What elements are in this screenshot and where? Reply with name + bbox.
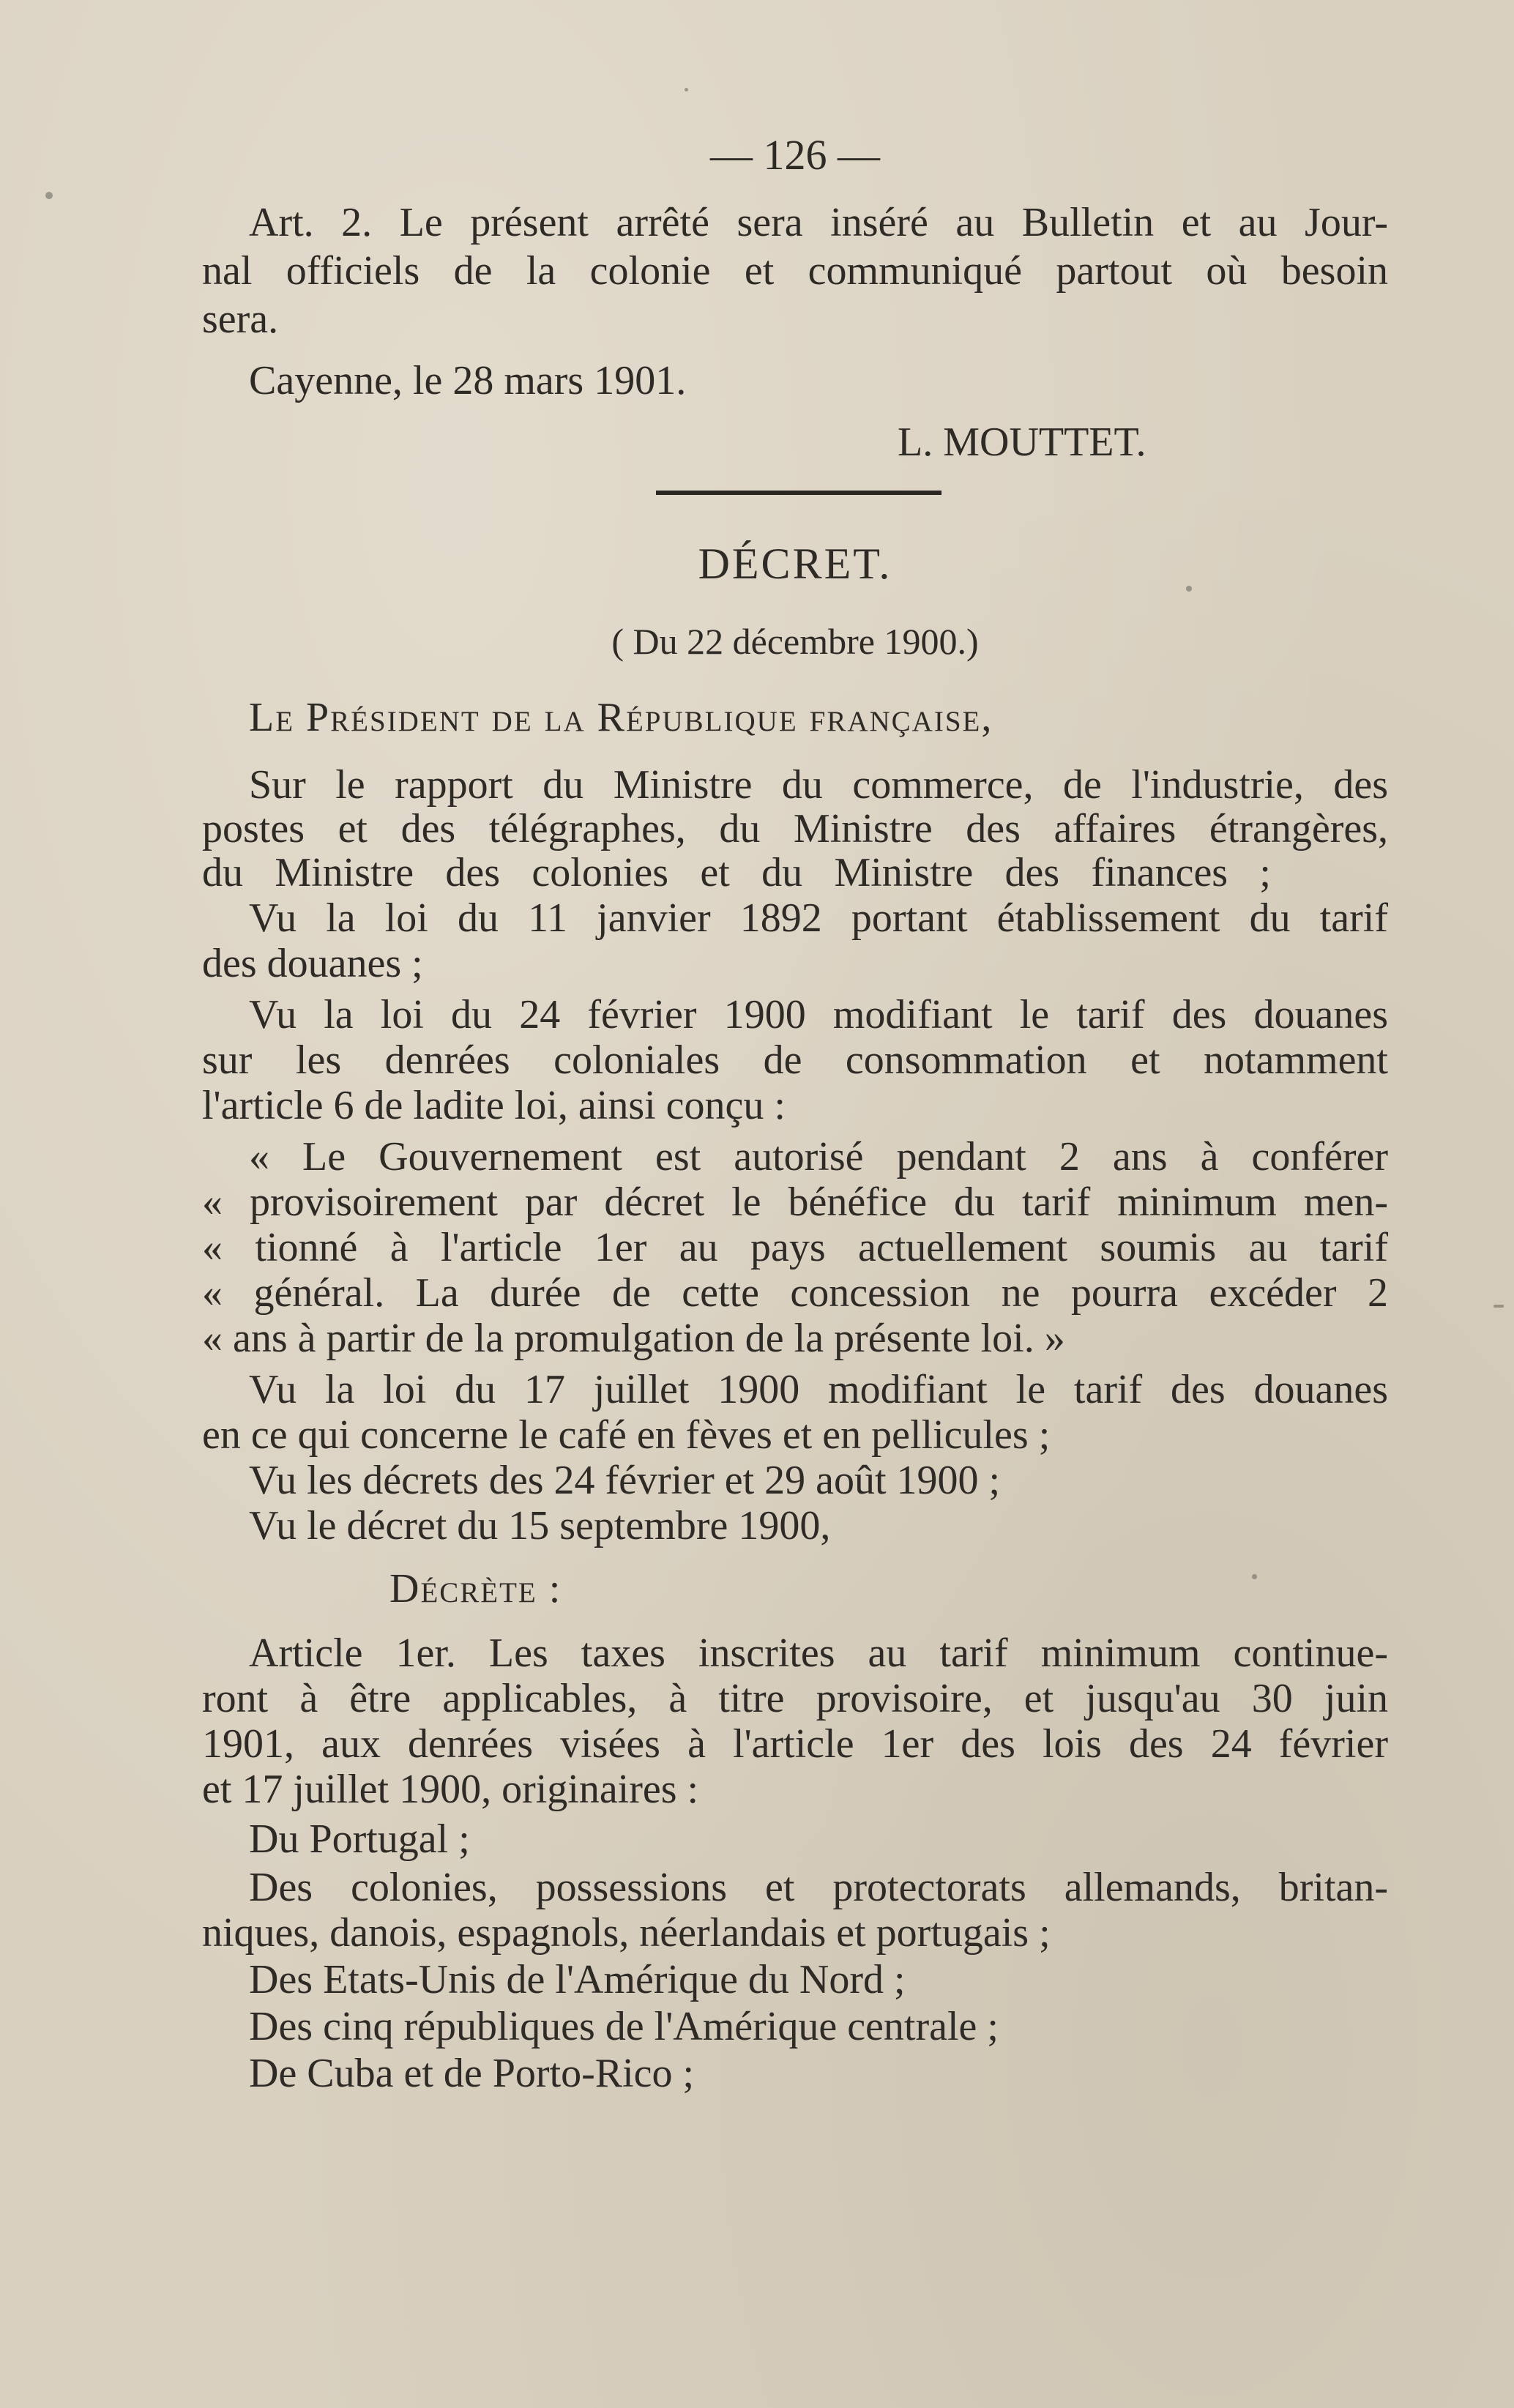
decree-title: DÉCRET. — [698, 540, 892, 588]
section-divider — [656, 491, 941, 495]
quote-line: « ans à partir de la promulgation de la présente loi. » — [202, 1316, 1065, 1361]
decree-date: ( Du 22 décembre 1900.) — [611, 621, 979, 662]
body-line: des douanes ; — [202, 941, 423, 986]
quote-line: « provisoirement par décret le bénéfice du tarif minimum men- — [202, 1179, 1388, 1225]
body-line: Vu les décrets des 24 février et 29 août 1900 ; — [249, 1458, 1001, 1503]
article1-line: 1901, aux denrées visées à l'article 1er des lois des 24 février — [202, 1721, 1388, 1767]
body-line: postes et des télégraphes, du Ministre des affaires étrangères, — [202, 806, 1388, 851]
article1-line: Article 1er. Les taxes inscrites au tarif minimum continue- — [249, 1630, 1388, 1676]
body-line: sur les denrées coloniales de consommation et notamment — [202, 1037, 1388, 1083]
article1-line: Des cinq républiques de l'Amérique centrale ; — [249, 2004, 999, 2049]
body-line: en ce qui concerne le café en fèves et en pellicules ; — [202, 1412, 1051, 1458]
place-date: Cayenne, le 28 mars 1901. — [249, 358, 687, 403]
body-line: Vu la loi du 24 février 1900 modifiant le tarif des douanes — [249, 992, 1388, 1037]
page-number: — 126 — — [710, 131, 880, 179]
article1-line: Des Etats-Unis de l'Amérique du Nord ; — [249, 1957, 906, 2002]
paper-speck — [1494, 1305, 1504, 1308]
paper-speck — [1252, 1574, 1257, 1579]
paper-speck — [45, 192, 53, 199]
article1-line: et 17 juillet 1900, originaires : — [202, 1767, 699, 1812]
paper-speck — [685, 88, 688, 92]
quote-line: « tionné à l'article 1er au pays actuellement soumis au tarif — [202, 1225, 1388, 1270]
quote-line: « général. La durée de cette concession ne pourra excéder 2 — [202, 1270, 1388, 1316]
body-line: Vu le décret du 15 septembre 1900, — [249, 1503, 831, 1548]
article1-line: Des colonies, possessions et protectorats allemands, britan- — [249, 1865, 1388, 1910]
body-line: Vu la loi du 17 juillet 1900 modifiant le tarif des douanes — [249, 1367, 1388, 1412]
article2-line-1: Art. 2. Le présent arrêté sera inséré au Bulletin et au Jour- — [249, 200, 1388, 245]
article1-line: Du Portugal ; — [249, 1816, 470, 1862]
article1-line: De Cuba et de Porto-Rico ; — [249, 2051, 695, 2096]
article1-line: niques, danois, espagnols, néerlandais et portugais ; — [202, 1910, 1051, 1956]
signature: L. MOUTTET. — [898, 420, 1146, 465]
article2-line-2: nal officiels de la colonie et communiqué partout où besoin — [202, 248, 1388, 294]
body-line: l'article 6 de ladite loi, ainsi conçu : — [202, 1083, 786, 1128]
article2-line-3: sera. — [202, 297, 279, 342]
paper-speck — [1186, 586, 1192, 592]
body-line: Vu la loi du 11 janvier 1892 portant établissement du tarif — [249, 895, 1388, 941]
decrete-heading: Décrète : — [389, 1566, 562, 1611]
quote-line: « Le Gouvernement est autorisé pendant 2 ans à conférer — [249, 1134, 1388, 1179]
president-heading: Le Président de la République française, — [249, 695, 993, 740]
body-line: Sur le rapport du Ministre du commerce, de l'industrie, des — [249, 762, 1388, 808]
body-line: du Ministre des colonies et du Ministre des finances ; — [202, 850, 1271, 895]
article1-line: ront à être applicables, à titre provisoire, et jusqu'au 30 juin — [202, 1676, 1388, 1721]
